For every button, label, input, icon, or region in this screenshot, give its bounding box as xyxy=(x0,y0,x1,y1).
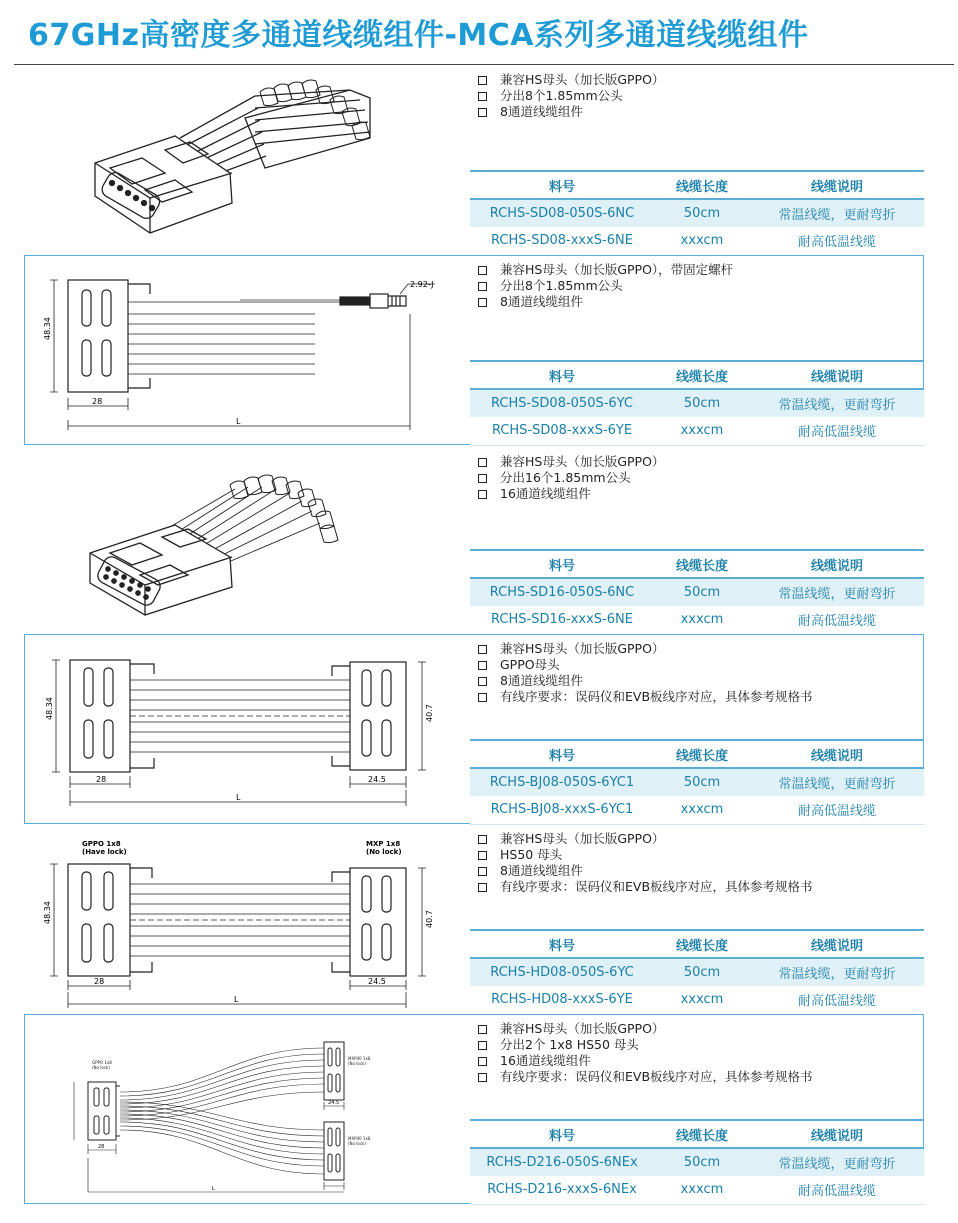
left-connector-lock: (Have lock) xyxy=(82,848,127,856)
header-length: 线缆长度 xyxy=(654,171,750,199)
header-part-no: 料号 xyxy=(470,930,654,958)
feature-item: 8通道线缆组件 xyxy=(478,294,733,310)
svg-text:GPPO 1x8: GPPO 1x8 xyxy=(92,1060,112,1065)
table-row xyxy=(470,227,924,255)
feature-item: HS50 母头 xyxy=(478,847,813,863)
cable-description: 耐高低温线缆 xyxy=(750,796,924,824)
part-no: RCHS-SD16-xxxS-6NE xyxy=(470,606,654,634)
header-description: 线缆说明 xyxy=(750,550,924,578)
table-row xyxy=(470,578,924,606)
cable-length: 50cm xyxy=(654,199,750,227)
spec-table xyxy=(470,1119,924,1205)
feature-item: 分出16个1.85mm公头 xyxy=(478,470,664,486)
table-row xyxy=(470,606,924,634)
cable-length: xxxcm xyxy=(654,1176,750,1204)
dim-width-label: 28 xyxy=(98,1144,105,1150)
feature-item: 8通道线缆组件 xyxy=(478,104,664,120)
feature-item: 兼容HS母头（加长版GPPO） xyxy=(478,831,813,847)
cable-length: 50cm xyxy=(654,389,750,417)
header-part-no: 料号 xyxy=(470,740,654,768)
header-part-no: 料号 xyxy=(470,550,654,578)
spec-table xyxy=(470,929,924,1015)
cable-description: 耐高低温线缆 xyxy=(750,417,924,445)
table-row xyxy=(470,986,924,1014)
connector-label: 2.92-J xyxy=(410,280,434,289)
feature-item: 兼容HS母头（加长版GPPO） xyxy=(478,454,664,470)
table-row xyxy=(470,389,924,417)
feature-item: 16通道线缆组件 xyxy=(478,486,664,502)
header-length: 线缆长度 xyxy=(654,740,750,768)
part-no: RCHS-SD08-xxxS-6NE xyxy=(470,227,654,255)
dim-right-width-label: 24.5 xyxy=(368,775,386,784)
cable-length: xxxcm xyxy=(654,417,750,445)
part-no: RCHS-SD08-050S-6NC xyxy=(470,199,654,227)
feature-item: 有线序要求：误码仪和EVB板线序对应，具体参考规格书 xyxy=(478,879,813,895)
part-no: RCHS-HD08-xxxS-6YE xyxy=(470,986,654,1014)
spec-table xyxy=(470,170,924,256)
part-no: RCHS-BJ08-xxxS-6YC1 xyxy=(470,796,654,824)
dim-right-width-label: 24.5 xyxy=(368,977,386,986)
feature-list xyxy=(478,262,733,310)
part-no: RCHS-SD08-xxxS-6YE xyxy=(470,417,654,445)
header-part-no: 料号 xyxy=(470,171,654,199)
header-length: 线缆长度 xyxy=(654,1120,750,1148)
technical-drawing-d216 xyxy=(62,1036,382,1196)
part-no: RCHS-D216-050S-6NEx xyxy=(470,1148,654,1176)
feature-item: GPPO母头 xyxy=(478,657,813,673)
feature-item: 有线序要求：误码仪和EVB板线序对应，具体参考规格书 xyxy=(478,1069,813,1085)
dim-right-height-label: 40.7 xyxy=(425,704,434,722)
header-length: 线缆长度 xyxy=(654,930,750,958)
left-connector-label: GPPO 1x8 xyxy=(82,840,121,848)
cable-description: 耐高低温线缆 xyxy=(750,986,924,1014)
svg-text:(No lock): (No lock) xyxy=(348,1061,366,1066)
dim-height-label: 48.34 xyxy=(43,901,52,924)
table-row xyxy=(470,796,924,824)
header-part-no: 料号 xyxy=(470,361,654,389)
feature-list xyxy=(478,831,813,895)
feature-item: 兼容HS母头（加长版GPPO） xyxy=(478,641,813,657)
technical-drawing-hd08 xyxy=(40,838,460,1010)
page-title: 67GHz高密度多通道线缆组件-MCA系列多通道线缆组件 xyxy=(28,18,809,53)
technical-drawing-sd08-yc xyxy=(40,270,460,435)
cable-description: 耐高低温线缆 xyxy=(750,1176,924,1204)
cable-length: xxxcm xyxy=(654,227,750,255)
dim-length-label: L xyxy=(212,1186,215,1192)
cable-description: 常温线缆，更耐弯折 xyxy=(750,389,924,417)
part-no: RCHS-SD08-050S-6YC xyxy=(470,389,654,417)
table-row xyxy=(470,1148,924,1176)
cable-length: 50cm xyxy=(654,768,750,796)
feature-item: 分出8个1.85mm公头 xyxy=(478,88,664,104)
cable-length: xxxcm xyxy=(654,986,750,1014)
svg-text:(No lock): (No lock) xyxy=(92,1065,110,1070)
svg-text:MXP40 1x8: MXP40 1x8 xyxy=(348,1136,371,1141)
spec-table xyxy=(470,549,924,635)
cable-length: 50cm xyxy=(654,578,750,606)
dim-length-label: L xyxy=(236,793,241,802)
part-no: RCHS-D216-xxxS-6NEx xyxy=(470,1176,654,1204)
dim-width-label: 28 xyxy=(94,977,105,986)
table-row xyxy=(470,199,924,227)
spec-table xyxy=(470,360,924,446)
header-description: 线缆说明 xyxy=(750,1120,924,1148)
dim-length-label: L xyxy=(234,995,239,1004)
cable-description: 常温线缆，更耐弯折 xyxy=(750,199,924,227)
cable-description: 常温线缆，更耐弯折 xyxy=(750,578,924,606)
table-row xyxy=(470,768,924,796)
product-image-sd08-nc xyxy=(80,78,380,243)
header-length: 线缆长度 xyxy=(654,361,750,389)
spec-table xyxy=(470,739,924,825)
feature-list xyxy=(478,641,813,705)
feature-item: 兼容HS母头（加长版GPPO） xyxy=(478,1021,813,1037)
dim-length-label: L xyxy=(236,417,241,426)
feature-list xyxy=(478,72,664,120)
feature-item: 兼容HS母头（加长版GPPO） xyxy=(478,72,664,88)
feature-item: 16通道线缆组件 xyxy=(478,1053,813,1069)
dim-height-label: 48.34 xyxy=(43,317,52,340)
table-row xyxy=(470,958,924,986)
part-no: RCHS-BJ08-050S-6YC1 xyxy=(470,768,654,796)
cable-description: 常温线缆，更耐弯折 xyxy=(750,1148,924,1176)
cable-length: 50cm xyxy=(654,1148,750,1176)
cable-length: xxxcm xyxy=(654,606,750,634)
feature-item: 8通道线缆组件 xyxy=(478,673,813,689)
table-row xyxy=(470,1176,924,1204)
cable-description: 耐高低温线缆 xyxy=(750,606,924,634)
product-image-sd16-nc xyxy=(80,465,380,625)
svg-text:MXP40 1x8: MXP40 1x8 xyxy=(348,1056,371,1061)
header-description: 线缆说明 xyxy=(750,171,924,199)
cable-length: 50cm xyxy=(654,958,750,986)
cable-description: 常温线缆，更耐弯折 xyxy=(750,768,924,796)
dim-right-height-label: 40.7 xyxy=(425,910,434,928)
header-description: 线缆说明 xyxy=(750,361,924,389)
header-description: 线缆说明 xyxy=(750,930,924,958)
svg-text:(No lock): (No lock) xyxy=(348,1141,366,1146)
right-connector-lock: (No lock) xyxy=(366,848,402,856)
feature-item: 分出8个1.85mm公头 xyxy=(478,278,733,294)
header-description: 线缆说明 xyxy=(750,740,924,768)
cable-description: 耐高低温线缆 xyxy=(750,227,924,255)
cable-length: xxxcm xyxy=(654,796,750,824)
header-length: 线缆长度 xyxy=(654,550,750,578)
feature-item: 有线序要求：误码仪和EVB板线序对应，具体参考规格书 xyxy=(478,689,813,705)
feature-item: 8通道线缆组件 xyxy=(478,863,813,879)
part-no: RCHS-SD16-050S-6NC xyxy=(470,578,654,606)
table-row xyxy=(470,417,924,445)
header-part-no: 料号 xyxy=(470,1120,654,1148)
part-no: RCHS-HD08-050S-6YC xyxy=(470,958,654,986)
dim-right-width-label: 24.5 xyxy=(328,1100,340,1106)
technical-drawing-bj08 xyxy=(42,650,452,810)
right-connector-label: MXP 1x8 xyxy=(366,840,401,848)
feature-item: 分出2个 1x8 HS50 母头 xyxy=(478,1037,813,1053)
dim-width-label: 28 xyxy=(96,775,107,784)
cable-description: 常温线缆，更耐弯折 xyxy=(750,958,924,986)
dim-height-label: 48.34 xyxy=(45,697,54,720)
feature-item: 兼容HS母头（加长版GPPO），带固定螺杆 xyxy=(478,262,733,278)
title-divider xyxy=(14,64,954,65)
feature-list xyxy=(478,1021,813,1085)
dim-width-label: 28 xyxy=(92,397,103,406)
feature-list xyxy=(478,454,664,502)
